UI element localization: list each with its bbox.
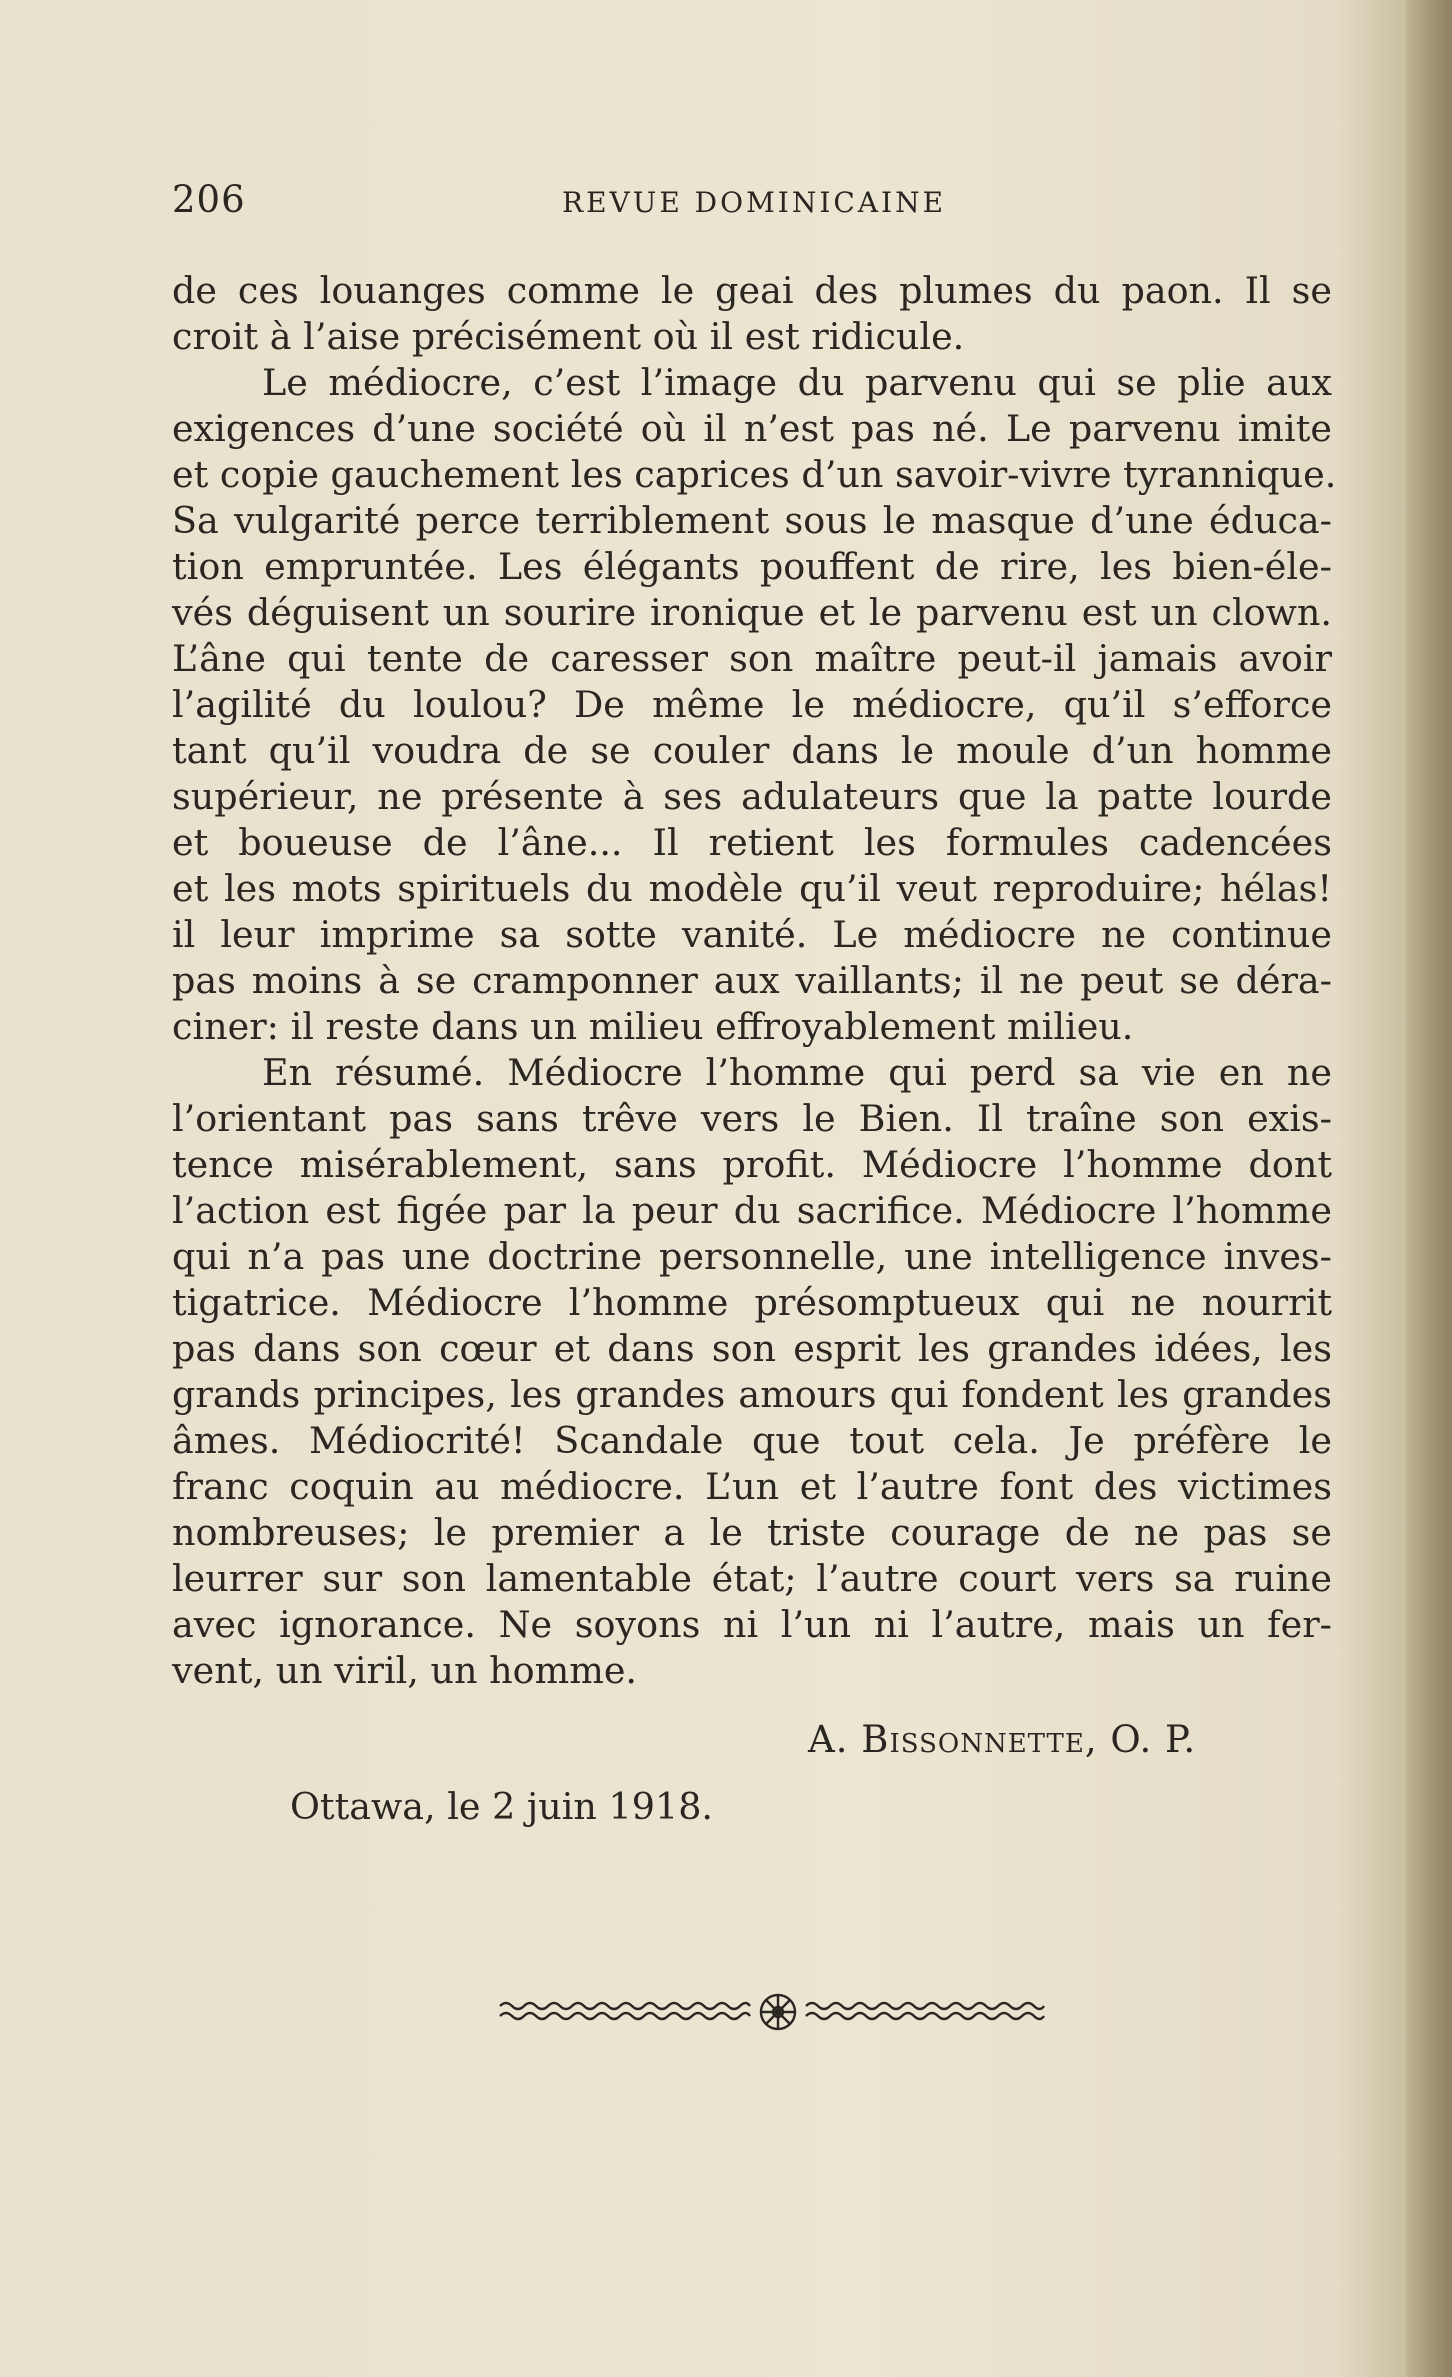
text-line: pas moins à se cramponner aux vaillants; il ne peut se déra- bbox=[172, 959, 1332, 1002]
text-line: franc coquin au médiocre. L’un et l’autre font des victimes bbox=[172, 1465, 1332, 1508]
text-line: supérieur, ne présente à ses adulateurs que la patte lourde bbox=[172, 775, 1332, 818]
text-line: Sa vulgarité perce terriblement sous le masque d’une éduca- bbox=[172, 499, 1332, 542]
author-order: , O. P. bbox=[1084, 1718, 1197, 1761]
text-line: l’orientant pas sans trêve vers le Bien. Il traîne son exis- bbox=[172, 1097, 1332, 1140]
text-line: et les mots spirituels du modèle qu’il veut reproduire; hélas! bbox=[172, 867, 1332, 910]
text-line: tion empruntée. Les élégants pouffent de rire, les bien-éle- bbox=[172, 545, 1332, 588]
text-line: nombreuses; le premier a le triste courage de ne pas se bbox=[172, 1511, 1332, 1554]
text-line: tence misérablement, sans profit. Médiocre l’homme dont bbox=[172, 1143, 1332, 1186]
journal-title: REVUE DOMINICAINE bbox=[562, 186, 947, 219]
text-line: exigences d’une société où il n’est pas né. Le parvenu imite bbox=[172, 407, 1332, 450]
author-surname: Bissonnette bbox=[861, 1718, 1085, 1761]
text-line: L’âne qui tente de caresser son maître peut-il jamais avoir bbox=[172, 637, 1332, 680]
running-head bbox=[172, 178, 1322, 228]
text-line: croit à l’aise précisément où il est ridicule. bbox=[172, 315, 965, 358]
text-line: de ces louanges comme le geai des plumes du paon. Il se bbox=[172, 269, 1332, 312]
text-line: l’action est figée par la peur du sacrifice. Médiocre l’homme bbox=[172, 1189, 1332, 1232]
page-gutter-shadow bbox=[1406, 0, 1452, 2377]
text-line: qui n’a pas une doctrine personnelle, une intelligence inves- bbox=[172, 1235, 1332, 1278]
text-line: vent, un viril, un homme. bbox=[172, 1649, 638, 1692]
author-signature bbox=[808, 1718, 1196, 1761]
text-line: pas dans son cœur et dans son esprit les grandes idées, les bbox=[172, 1327, 1332, 1370]
paragraph-start-line: En résumé. Médiocre l’homme qui perd sa vie en ne bbox=[262, 1051, 1332, 1094]
text-line: il leur imprime sa sotte vanité. Le médiocre ne continue bbox=[172, 913, 1332, 956]
text-line: et copie gauchement les caprices d’un savoir-vivre tyrannique. bbox=[172, 453, 1337, 496]
text-line: âmes. Médiocrité! Scandale que tout cela. Je préfère le bbox=[172, 1419, 1332, 1462]
text-line: ciner: il reste dans un milieu effroyablement milieu. bbox=[172, 1005, 1134, 1048]
dateline: Ottawa, le 2 juin 1918. bbox=[290, 1785, 714, 1828]
ornament-divider-icon bbox=[498, 1992, 1058, 2032]
article-body bbox=[172, 268, 1337, 1694]
paragraph-start-line: Le médiocre, c’est l’image du parvenu qui se plie aux bbox=[262, 361, 1332, 404]
text-line: tigatrice. Médiocre l’homme présomptueux qui ne nourrit bbox=[172, 1281, 1332, 1324]
text-line: avec ignorance. Ne soyons ni l’un ni l’autre, mais un fer- bbox=[172, 1603, 1332, 1646]
text-line: vés déguisent un sourire ironique et le parvenu est un clown. bbox=[172, 591, 1332, 634]
text-line: grands principes, les grandes amours qui fondent les grandes bbox=[172, 1373, 1332, 1416]
text-line: leurrer sur son lamentable état; l’autre court vers sa ruine bbox=[172, 1557, 1332, 1600]
page-number: 206 bbox=[172, 178, 246, 221]
author-initial: A. bbox=[808, 1718, 862, 1761]
text-line: et boueuse de l’âne... Il retient les formules cadencées bbox=[172, 821, 1332, 864]
text-line: l’agilité du loulou? De même le médiocre, qu’il s’efforce bbox=[172, 683, 1332, 726]
text-line: tant qu’il voudra de se couler dans le moule d’un homme bbox=[172, 729, 1332, 772]
